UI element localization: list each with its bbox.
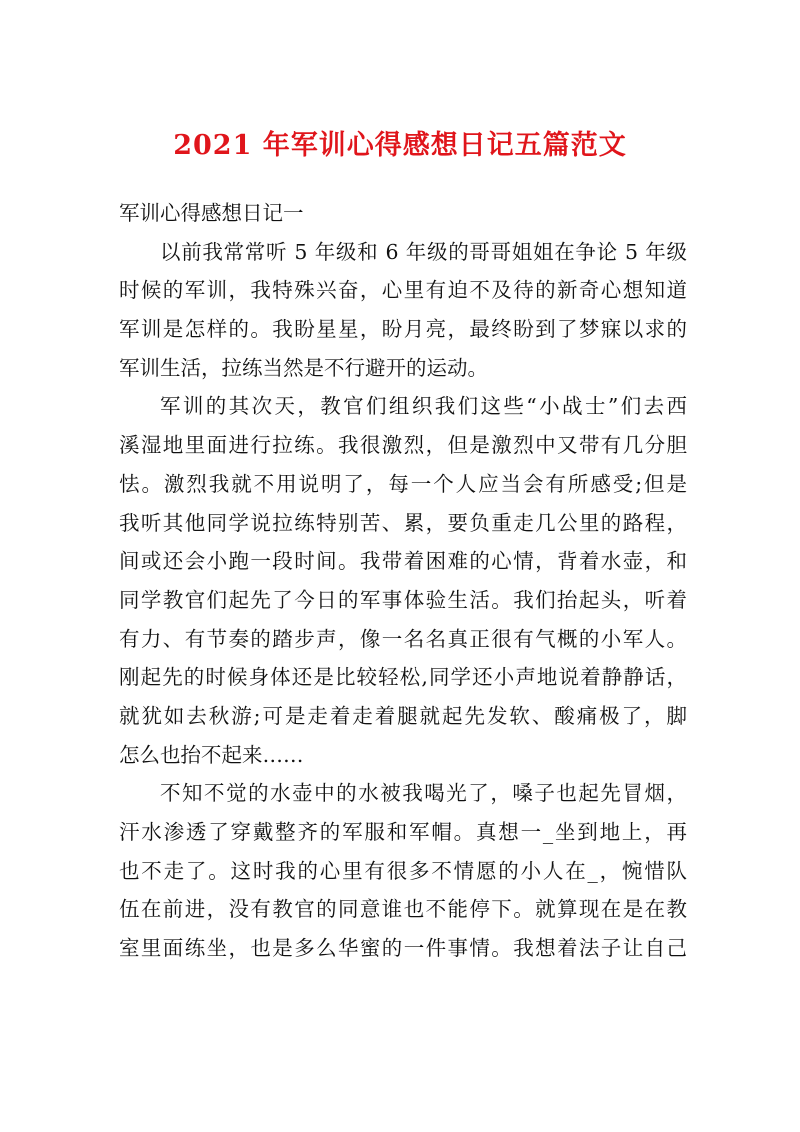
document-title: 2021 年军训心得感想日记五篇范文 xyxy=(173,130,627,161)
paragraph-2-line: 有力、有节奏的踏步声，像一名名真正很有气概的小军人。 xyxy=(119,626,687,651)
paragraph-1-line: 军训生活，拉练当然是不行避开的运动。 xyxy=(119,355,488,380)
paragraph-2-line: 间或还会小跑一段时间。我带着困难的心情，背着水壶，和 xyxy=(119,549,687,574)
paragraph-2-line: 军训的其次天，教官们组织我们这些“小战士”们去西 xyxy=(160,394,687,419)
paragraph-1-line: 军训是怎样的。我盼星星，盼月亮，最终盼到了梦寐以求的 xyxy=(119,317,687,342)
paragraph-2-line: 溪湿地里面进行拉练。我很激烈，但是激烈中又带有几分胆 xyxy=(119,433,687,458)
paragraph-1-line: 时候的军训，我特殊兴奋，心里有迫不及待的新奇心想知道 xyxy=(119,278,687,303)
paragraph-3-line: 不知不觉的水壶中的水被我喝光了，嗓子也起先冒烟， xyxy=(160,781,687,806)
paragraph-3-line: 伍在前进，没有教官的同意谁也不能停下。就算现在是在教 xyxy=(119,897,687,922)
paragraph-3-line: 汗水渗透了穿戴整齐的军服和军帽。真想一_坐到地上，再 xyxy=(119,820,687,844)
paragraph-2-line: 就犹如去秋游;可是走着走着腿就起先发软、酸痛极了，脚 xyxy=(119,703,687,728)
paragraph-2-line: 怯。激烈我就不用说明了，每一个人应当会有所感受;但是 xyxy=(119,471,687,496)
paragraph-2-line: 刚起先的时候身体还是比较轻松,同学还小声地说着静静话， xyxy=(119,665,687,690)
paragraph-2-line: 同学教官们起先了今日的军事体验生活。我们抬起头，听着 xyxy=(119,587,687,612)
paragraph-1-line: 以前我常常听 5 年级和 6 年级的哥哥姐姐在争论 5 年级 xyxy=(160,239,687,264)
paragraph-2-line: 怎么也抬不起来…… xyxy=(119,742,304,767)
document-body xyxy=(119,194,687,968)
paragraph-3-line: 室里面练坐，也是多么华蜜的一件事情。我想着法子让自己 xyxy=(119,936,687,961)
section-heading: 军训心得感想日记一 xyxy=(119,201,304,225)
paragraph-3-line: 也不走了。这时我的心里有很多不情愿的小人在_，惋惜队 xyxy=(119,858,687,883)
paragraph-2-line: 我听其他同学说拉练特别苦、累，要负重走几公里的路程， xyxy=(119,510,687,535)
